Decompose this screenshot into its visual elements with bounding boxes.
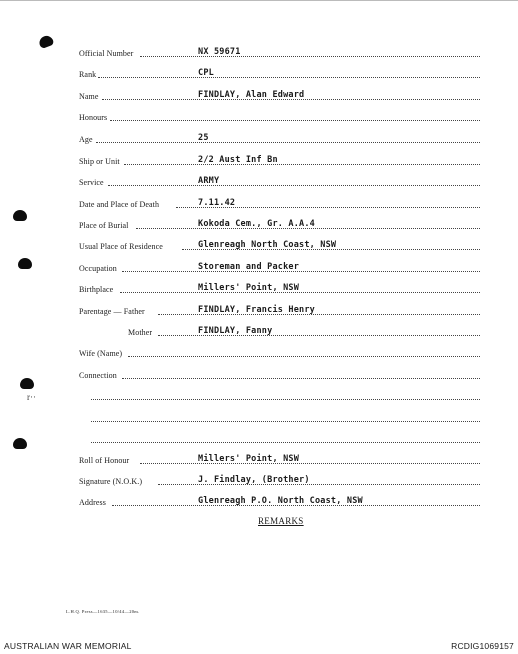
field-name xyxy=(0,87,518,103)
label-service: Service xyxy=(79,178,104,187)
dotted-line xyxy=(98,77,480,78)
value-occupation: Storeman and Packer xyxy=(198,262,300,272)
field-place-of-burial xyxy=(0,216,518,232)
field-occupation xyxy=(0,259,518,275)
value-father: FINDLAY, Francis Henry xyxy=(198,305,315,315)
dotted-line xyxy=(108,185,480,186)
value-age: 25 xyxy=(198,133,209,143)
dotted-line xyxy=(122,378,480,379)
value-rank: CPL xyxy=(198,68,214,78)
label-usual-residence: Usual Place of Residence xyxy=(79,242,163,251)
connection-line-3 xyxy=(0,409,518,425)
field-usual-residence xyxy=(0,237,518,253)
value-place-of-burial: Kokoda Cem., Gr. A.A.4 xyxy=(198,219,315,229)
field-rank xyxy=(0,65,518,81)
value-ship-or-unit: 2/2 Aust Inf Bn xyxy=(198,155,278,165)
connection-line-4 xyxy=(0,430,518,446)
value-date-place-of-death: 7.11.42 xyxy=(198,198,236,208)
pencil-mark: r·· xyxy=(27,392,36,402)
label-mother: Mother xyxy=(128,328,153,337)
field-connection xyxy=(0,366,518,382)
dotted-line xyxy=(128,356,480,357)
field-signature xyxy=(0,472,518,488)
label-roll-of-honour: Roll of Honour xyxy=(79,456,130,465)
value-official-number: NX 59671 xyxy=(198,47,241,57)
value-birthplace: Millers' Point, NSW xyxy=(198,283,300,293)
label-connection: Connection xyxy=(79,371,117,380)
field-wife xyxy=(0,344,518,360)
value-service: ARMY xyxy=(198,176,220,186)
label-place-of-burial: Place of Burial xyxy=(79,221,129,230)
printer-imprint: L.H.Q. Press—1635—10/44—20m. xyxy=(66,609,140,614)
field-father xyxy=(0,302,518,318)
value-address: Glenreagh P.O. North Coast, NSW xyxy=(198,496,363,506)
field-roll-of-honour xyxy=(0,451,518,467)
label-occupation: Occupation xyxy=(79,264,117,273)
value-name: FINDLAY, Alan Edward xyxy=(198,90,305,100)
field-ship-or-unit xyxy=(0,152,518,168)
field-age xyxy=(0,130,518,146)
field-mother xyxy=(0,323,518,339)
label-wife: Wife (Name) xyxy=(79,349,123,358)
value-mother: FINDLAY, Fanny xyxy=(198,326,273,336)
page-top-edge xyxy=(0,0,518,5)
field-official-number xyxy=(0,44,518,60)
label-rank: Rank xyxy=(79,70,97,79)
label-name: Name xyxy=(79,92,99,101)
label-father: Parentage — Father xyxy=(79,307,145,316)
dotted-line xyxy=(91,421,480,422)
field-date-place-of-death xyxy=(0,195,518,211)
label-signature: Signature (N.O.K.) xyxy=(79,477,143,486)
footer-archive-name: AUSTRALIAN WAR MEMORIAL xyxy=(4,641,132,651)
dotted-line xyxy=(110,120,480,121)
footer-record-id: RCDIG1069157 xyxy=(451,641,514,651)
field-birthplace xyxy=(0,280,518,296)
dotted-line xyxy=(140,56,480,57)
connection-line-2 xyxy=(0,387,518,403)
dotted-line xyxy=(91,442,480,443)
field-address xyxy=(0,493,518,509)
label-date-place-of-death: Date and Place of Death xyxy=(79,200,160,209)
dotted-line xyxy=(140,463,480,464)
dotted-line xyxy=(96,142,480,143)
label-age: Age xyxy=(79,135,93,144)
value-roll-of-honour: Millers' Point, NSW xyxy=(198,454,300,464)
label-honours: Honours xyxy=(79,113,108,122)
field-service xyxy=(0,173,518,189)
dotted-line xyxy=(124,164,480,165)
label-birthplace: Birthplace xyxy=(79,285,114,294)
value-usual-residence: Glenreagh North Coast, NSW xyxy=(198,240,337,250)
dotted-line xyxy=(122,271,480,272)
label-ship-or-unit: Ship or Unit xyxy=(79,157,120,166)
remarks-heading: REMARKS xyxy=(258,516,304,526)
dotted-line xyxy=(91,399,480,400)
value-signature: J. Findlay, (Brother) xyxy=(198,475,310,485)
dotted-line xyxy=(120,292,480,293)
field-honours xyxy=(0,108,518,124)
label-address: Address xyxy=(79,498,106,507)
label-official-number: Official Number xyxy=(79,49,134,58)
